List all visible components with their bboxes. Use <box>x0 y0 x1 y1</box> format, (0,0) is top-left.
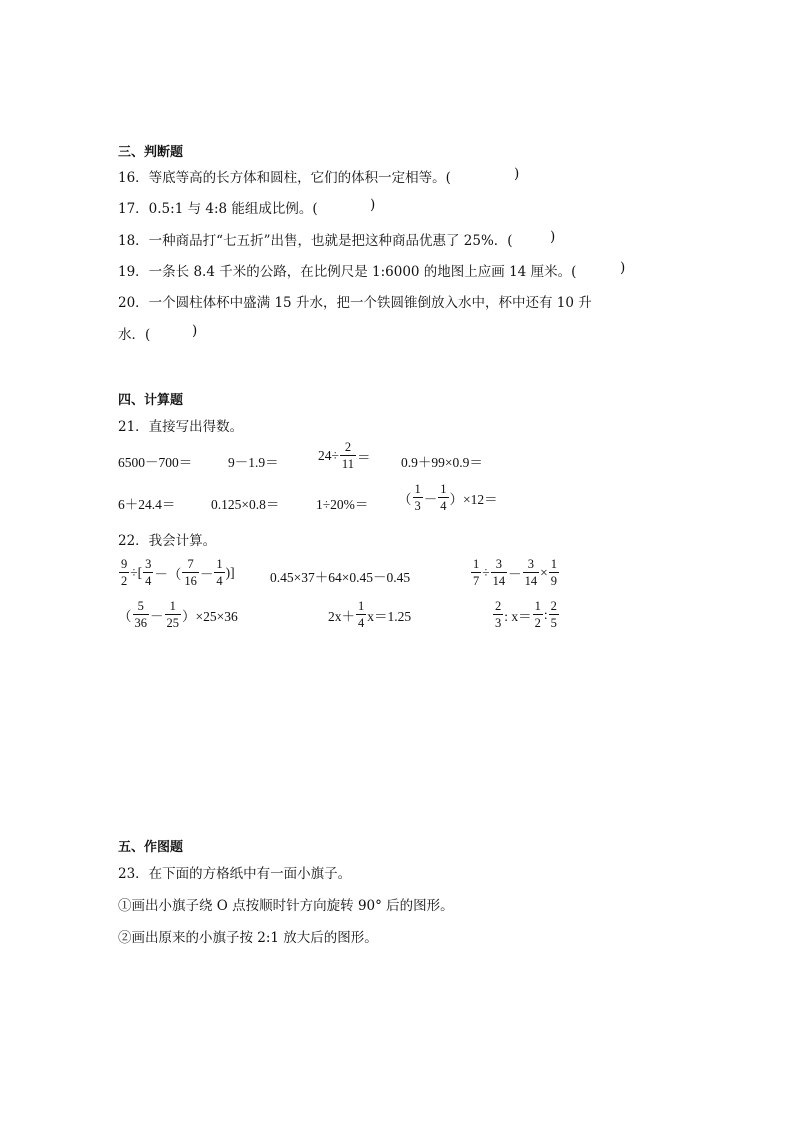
fraction: $\frac{1}{25}$ <box>166 599 179 630</box>
expr-part: x＝1.25 <box>367 608 412 624</box>
expr-part: : x＝ <box>504 608 532 624</box>
expr-1-div-20pct: 1÷20%＝ <box>316 497 369 512</box>
expr-part: 24÷ <box>318 447 339 463</box>
fraction: $\frac{7}{16}$ <box>184 557 197 588</box>
fraction: $\frac{1}{7}$ <box>473 557 480 588</box>
section4-title: 四、计算题 <box>118 393 184 408</box>
expr-part: ÷[ <box>130 564 143 580</box>
question-16 <box>118 166 451 186</box>
calc-2: 0.45×37＋64×0.45－0.45 <box>270 570 411 585</box>
expr-part: ＝ <box>356 449 371 465</box>
question-20-line2: 水．( <box>118 327 151 343</box>
fraction: $\frac{2}{3}$ <box>495 599 502 630</box>
expr-part: － <box>199 566 214 582</box>
expr-part: ÷ <box>482 564 490 580</box>
expr-part: － <box>150 608 164 624</box>
calc-5 <box>328 600 411 629</box>
fraction: $\frac{1}{4}$ <box>358 599 365 630</box>
section5-title: 五、作图题 <box>118 840 184 855</box>
expr-6+24.4: 6＋24.4＝ <box>118 497 176 512</box>
question-17: 17．0.5:1 与 4:8 能组成比例。( <box>118 201 318 217</box>
expr-part: （ <box>398 491 412 507</box>
calc-1 <box>118 558 235 587</box>
fraction: $\frac{1}{2}$ <box>534 599 541 630</box>
question-19: 19．一条长 8.4 千米的公路，在比例尺是 1:6000 的地图上应画 14 厘米。( <box>118 264 577 280</box>
expr-0.9+99x0.9: 0.9＋99×0.9＝ <box>401 455 483 470</box>
calc-4 <box>118 600 238 629</box>
question-23-part1: ①画出小旗子绕 O 点按顺时针方向旋转 90° 后的图形。 <box>118 898 454 914</box>
expr-part: － <box>508 566 522 582</box>
expr-fraction-diff-x12 <box>398 483 498 512</box>
calc-6 <box>492 600 560 629</box>
fraction: $\frac{3}{4}$ <box>145 557 152 588</box>
expr-part: 2x＋ <box>328 608 355 624</box>
question-18-close: ) <box>550 229 556 245</box>
question-23-part2: ②画出原来的小旗子按 2:1 放大后的图形。 <box>118 930 378 946</box>
question-18: 18．一种商品打“七五折”出售，也就是把这种商品优惠了 25%．( <box>118 233 513 249</box>
expr-part: （ <box>118 608 132 624</box>
expr-part: : <box>543 606 548 622</box>
question-16-text: 16．等底等高的长方体和圆柱，它们的体积一定相等。( <box>118 170 451 186</box>
question-21: 21．直接写出得数。 <box>118 419 244 435</box>
question-16-close: ) <box>514 166 520 182</box>
fraction: $\frac{9}{2}$ <box>121 557 128 588</box>
expr-part: － <box>423 491 438 507</box>
fraction: $\frac{1}{4}$ <box>216 557 223 588</box>
expr-9-1.9: 9－1.9＝ <box>228 455 279 470</box>
fraction: $\frac{2}{11}$ <box>341 440 354 471</box>
expr-part: )] <box>225 564 235 580</box>
question-19-close: ) <box>620 260 626 276</box>
calc-3 <box>470 558 560 587</box>
expr-part: × <box>540 564 548 580</box>
fraction: $\frac{1}{3}$ <box>414 482 421 513</box>
fraction: $\frac{2}{5}$ <box>550 599 557 630</box>
section3-title: 三、判断题 <box>118 145 184 160</box>
question-17-close: ) <box>370 197 376 213</box>
question-20: 20．一个圆柱体杯中盛满 15 升水，把一个铁圆锥倒放入水中，杯中还有 10 升 <box>118 295 592 311</box>
expr-6500-700: 6500－700＝ <box>118 455 193 470</box>
expr-0.125x0.8: 0.125×0.8＝ <box>211 497 280 512</box>
fraction: $\frac{3}{14}$ <box>492 557 506 588</box>
question-20-close: ) <box>192 323 198 339</box>
expr-part: ）×25×36 <box>182 608 238 624</box>
expr-part: ）×12＝ <box>449 491 498 507</box>
fraction: $\frac{3}{14}$ <box>524 557 538 588</box>
fraction: $\frac{5}{36}$ <box>134 599 147 630</box>
fraction: $\frac{1}{4}$ <box>440 482 447 513</box>
expr-24-div-2-11 <box>318 441 370 470</box>
question-22: 22．我会计算。 <box>118 533 217 549</box>
fraction: $\frac{1}{9}$ <box>550 557 558 588</box>
question-23: 23．在下面的方格纸中有一面小旗子。 <box>118 866 352 882</box>
expr-part: －（ <box>154 566 182 582</box>
